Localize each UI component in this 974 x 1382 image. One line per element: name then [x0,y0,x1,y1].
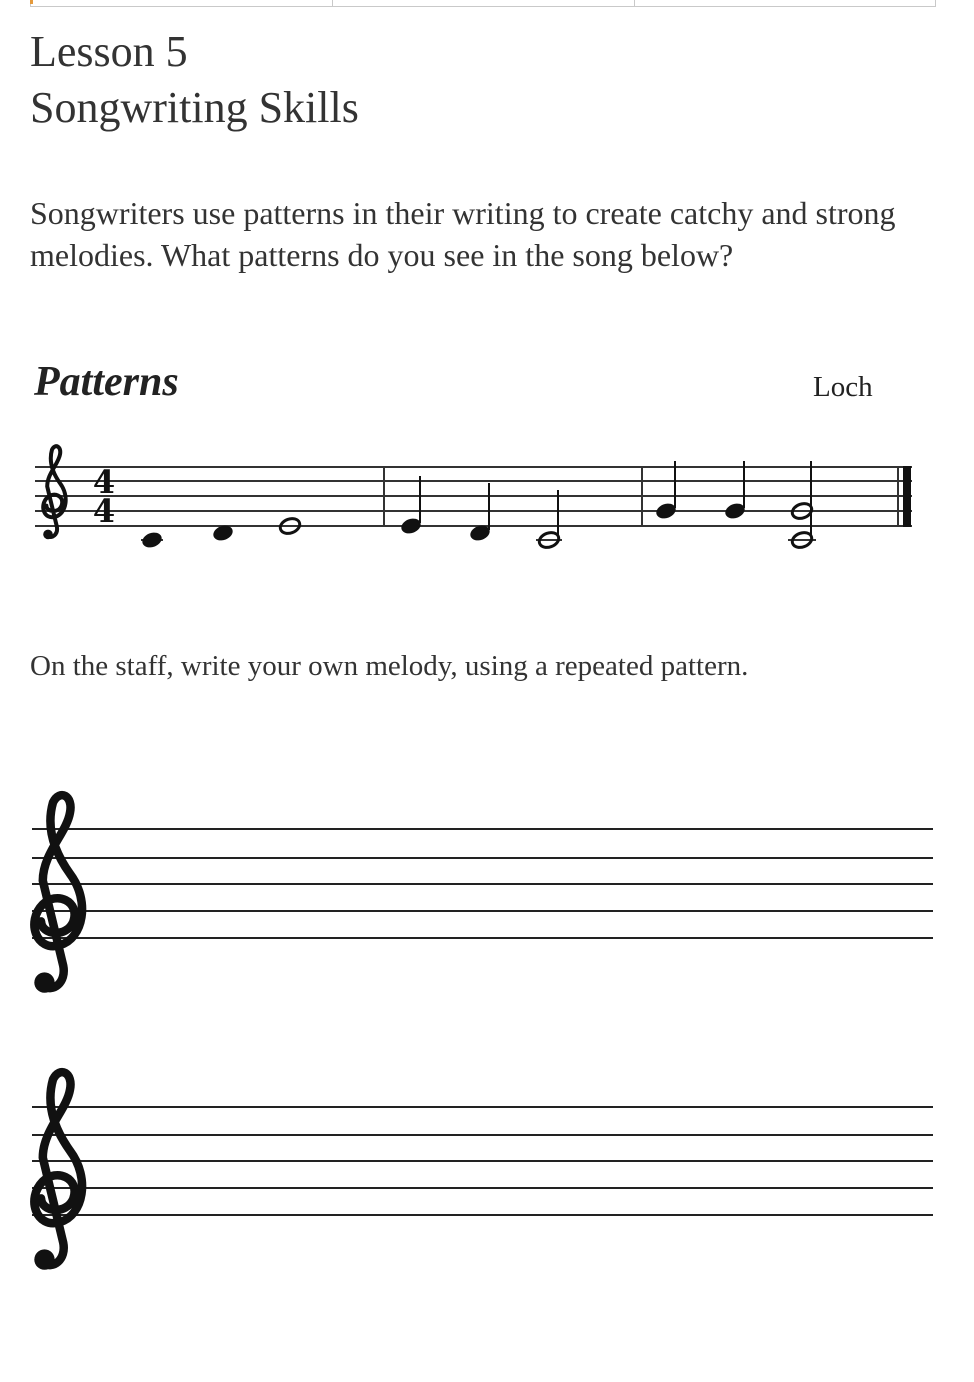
note-c4-quarter [140,530,164,550]
song-title: Patterns [34,359,179,405]
chord-c4-g4-half [788,461,816,550]
lesson-label: Lesson 5 [30,27,188,76]
composer-name: Loch [813,371,873,403]
note-d4-quarter [468,483,492,543]
measure-1 [140,516,302,550]
blank-staff-lines [32,1107,933,1215]
measure-3 [654,461,816,550]
blank-staff-lines [32,829,933,938]
time-signature-top: 4 [92,463,116,501]
song-staff-lines [35,467,912,526]
time-signature-bottom: 4 [92,492,116,530]
treble-clef-icon [34,795,82,993]
blank-staff-2[interactable] [32,1072,933,1270]
lesson-title: Songwriting Skills [30,83,359,132]
note-g4-quarter [654,461,678,521]
treble-clef-icon [34,1072,82,1270]
blank-staff-1[interactable] [32,795,933,993]
intro-paragraph: Songwriters use patterns in their writing to create catchy and strong melodies. What patterns do you see in the song below? [30,195,896,273]
measure-2 [399,476,562,550]
time-signature [93,463,115,530]
note-g4-quarter [723,461,747,521]
instruction-text: On the staff, write your own melody, using a repeated pattern. [30,650,749,682]
note-e4-quarter [399,476,423,536]
note-c4-half [536,490,562,550]
song-staff [35,446,912,550]
